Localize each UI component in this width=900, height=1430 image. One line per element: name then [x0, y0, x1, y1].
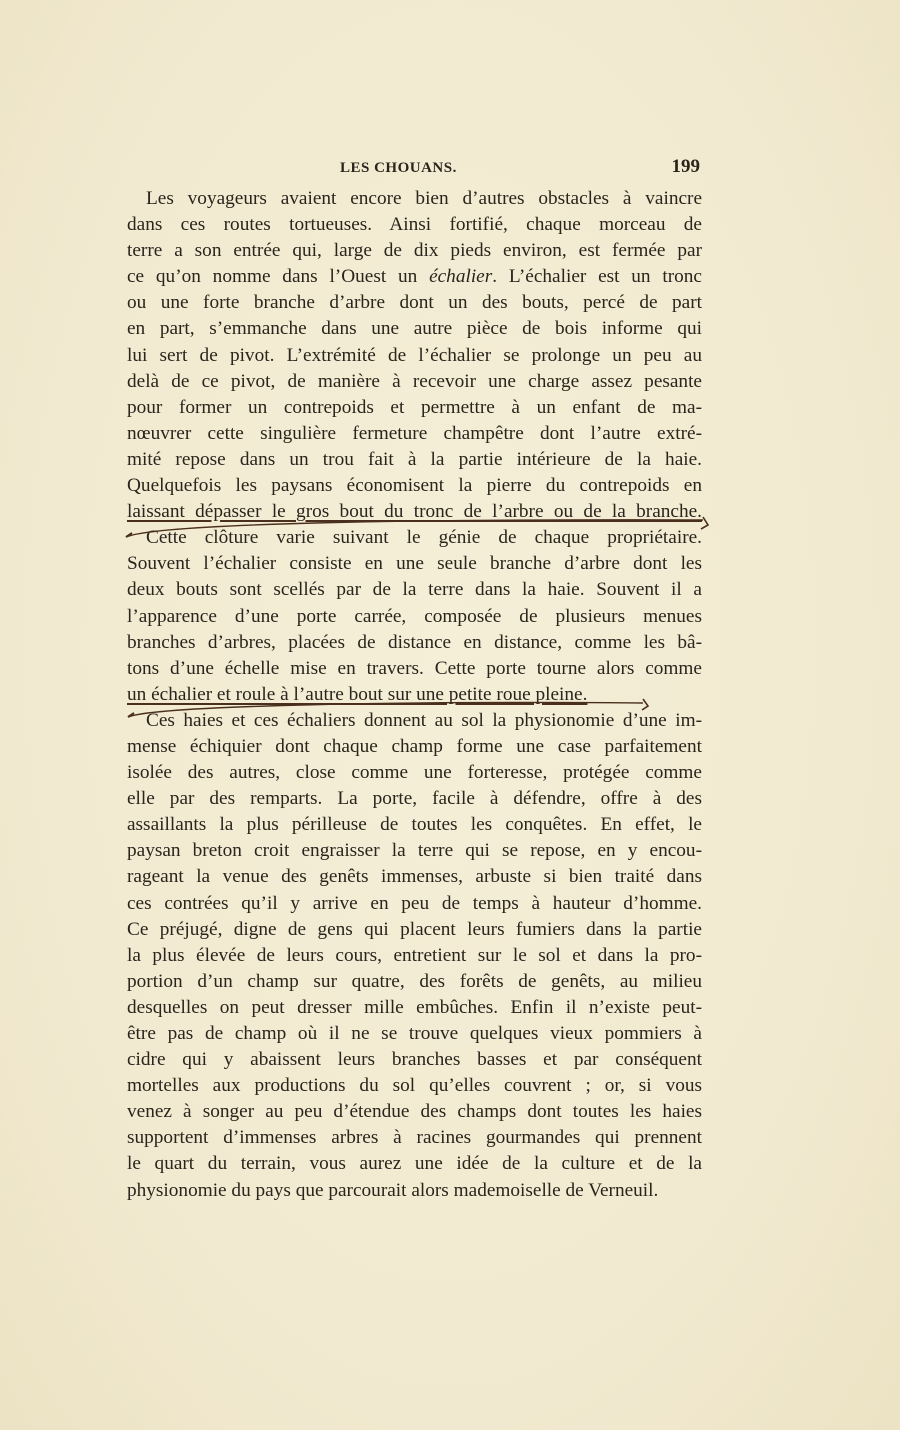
text-line: mité repose dans un trou fait à la partie intérieure de la haie.	[127, 448, 702, 470]
page-number: 199	[671, 156, 700, 177]
text-line: dans ces routes tortueuses. Ainsi fortifié, chaque morceau de	[127, 214, 702, 236]
italic-term: échalier	[429, 266, 493, 288]
text-line: cidre qui y abaissent leurs branches basses et par conséquent	[127, 1049, 702, 1071]
text-line: delà de ce pivot, de manière à recevoir une charge assez pesante	[127, 370, 702, 392]
text-line: isolée des autres, close comme une forteresse, protégée comme	[127, 762, 702, 784]
text-line: pour former un contrepoids et permettre à un enfant de ma-	[127, 396, 702, 418]
text-line: en part, s’emmanche dans une autre pièce de bois informe qui	[127, 318, 702, 340]
running-title: LES CHOUANS.	[340, 160, 457, 176]
text-line: l’apparence d’une porte carrée, composée de plusieurs menues	[127, 605, 702, 627]
page-header	[127, 156, 702, 180]
text-line: nœuvrer cette singulière fermeture champêtre dont l’autre extré-	[127, 422, 702, 444]
text-line: venez à songer au peu d’étendue des champs dont toutes les haies	[127, 1101, 702, 1123]
text-line: mortelles aux productions du sol qu’elles couvrent ; or, si vous	[127, 1075, 702, 1097]
text-line: Les voyageurs avaient encore bien d’autres obstacles à vaincre	[146, 188, 702, 209]
text-line: lui sert de pivot. L’extrémité de l’échalier se prolonge un peu au	[127, 344, 702, 366]
text-line: portion d’un champ sur quatre, des forêts de genêts, au milieu	[127, 970, 702, 992]
text-line-start: ce qu’on nomme dans l’Ouest un	[127, 266, 430, 288]
text-line: desquelles on peut dresser mille embûches. Enfin il n’existe peut-	[127, 996, 702, 1018]
text-line: rageant la venue des genêts immenses, arbuste si bien traité dans	[127, 866, 702, 888]
text-line: tons d’une échelle mise en travers. Cette porte tourne alors comme	[127, 657, 702, 679]
text-line: Souvent l’échalier consiste en une seule branche d’arbre dont les	[127, 553, 702, 575]
text-line: supportent d’immenses arbres à racines gourmandes qui prennent	[127, 1127, 702, 1149]
text-line: terre a son entrée qui, large de dix pieds environ, est fermée par	[127, 240, 702, 262]
text-line: Ce préjugé, digne de gens qui placent leurs fumiers dans la partie	[127, 918, 702, 940]
text-line: le quart du terrain, vous aurez une idée de la culture et de la	[127, 1153, 702, 1175]
text-line: être pas de champ où il ne se trouve quelques vieux pommiers à	[127, 1023, 702, 1044]
text-line: physionomie du pays que parcourait alors mademoiselle de Verneuil.	[127, 1179, 659, 1201]
text-line: branches d’arbres, placées de distance en distance, comme les bâ-	[127, 631, 702, 653]
text-line: elle par des remparts. La porte, facile à défendre, offre à des	[127, 788, 702, 810]
text-line: deux bouts sont scellés par de la terre dans la haie. Souvent il a	[127, 579, 702, 601]
pencil-mark-icon	[118, 515, 718, 545]
underlined-line: un échalier et roule à l’autre bout sur une petite roue pleine.	[127, 683, 588, 705]
text-line: mense échiquier dont chaque champ forme une case parfaitement	[127, 735, 702, 757]
text-line: paysan breton croit engraisser la terre qui se repose, en y encou-	[127, 840, 702, 862]
text-line: Quelquefois les paysans économisent la pierre du contrepoids en	[127, 475, 702, 497]
text-line: la plus élevée de leurs cours, entretient sur le sol et dans la pro-	[127, 944, 702, 966]
text-line: Cette clôture varie suivant le génie de chaque propriétaire.	[146, 527, 702, 549]
underlined-line: laissant dépasser le gros bout du tronc de l’arbre ou de la branche.	[127, 501, 702, 523]
text-line: ces contrées qu’il y arrive en peu de temps à hauteur d’homme.	[127, 892, 702, 914]
text-line-end: . L’échalier est un tronc	[492, 266, 702, 288]
text-line: ou une forte branche d’arbre dont un des bouts, percé de part	[127, 292, 702, 314]
body-text	[127, 186, 702, 1204]
text-line: Ces haies et ces échaliers donnent au sol la physionomie d’une im-	[146, 709, 702, 731]
pencil-mark-icon	[118, 697, 718, 727]
text-line: assaillants la plus périlleuse de toutes les conquêtes. En effet, le	[127, 814, 702, 836]
text-line	[127, 264, 702, 290]
